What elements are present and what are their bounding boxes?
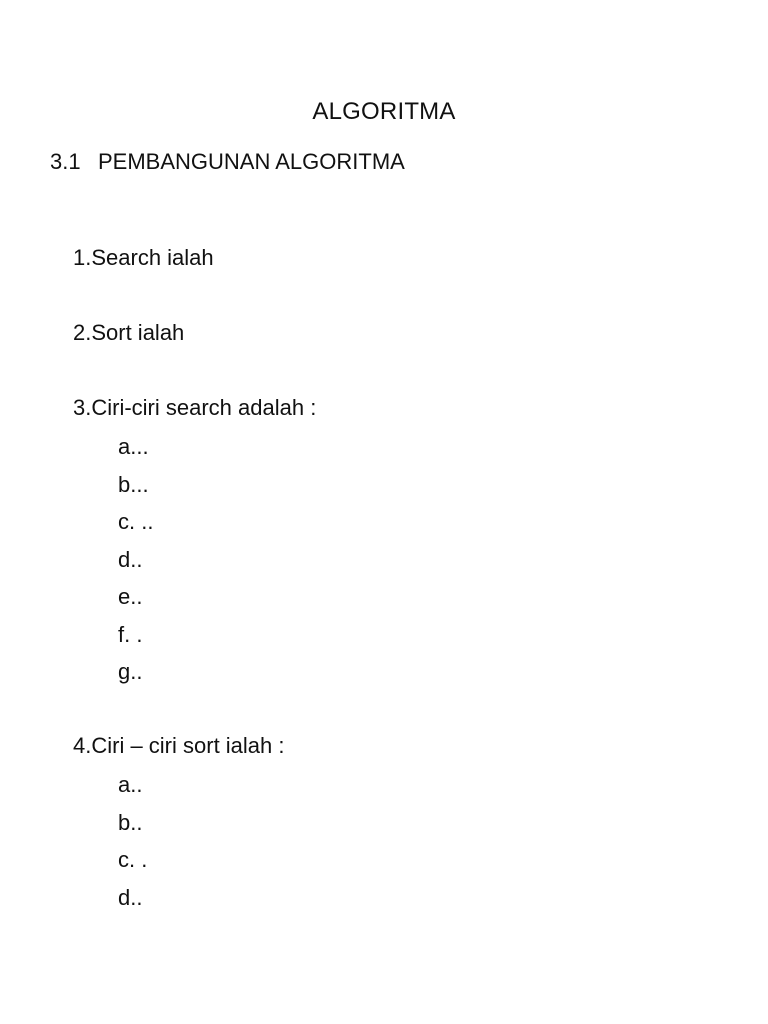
list-item: c. . — [118, 847, 148, 872]
section-heading — [50, 146, 405, 178]
list-item: f. . — [118, 621, 143, 647]
document-title: ALGORITMA — [312, 98, 456, 125]
list-item: d.. — [118, 884, 143, 910]
question-3: 3.Ciri-ciri search adalah : — [73, 395, 317, 420]
question-3-answer-list — [118, 428, 153, 691]
list-item: a... — [118, 434, 149, 459]
list-item: d.. — [118, 546, 143, 572]
question-1: 1.Search ialah — [73, 245, 214, 270]
question-4-answer-list — [118, 766, 147, 916]
list-item: b... — [118, 471, 149, 497]
section-title: PEMBANGUNAN ALGORITMA — [98, 149, 405, 174]
list-item: e.. — [118, 584, 143, 609]
list-item: a.. — [118, 772, 143, 797]
list-item: b.. — [118, 809, 143, 835]
question-2: 2.Sort ialah — [73, 320, 185, 345]
section-number: 3.1 — [50, 149, 81, 174]
list-item: c. .. — [118, 509, 154, 534]
question-4: 4.Ciri – ciri sort ialah : — [73, 733, 285, 758]
list-item: g.. — [118, 659, 143, 684]
